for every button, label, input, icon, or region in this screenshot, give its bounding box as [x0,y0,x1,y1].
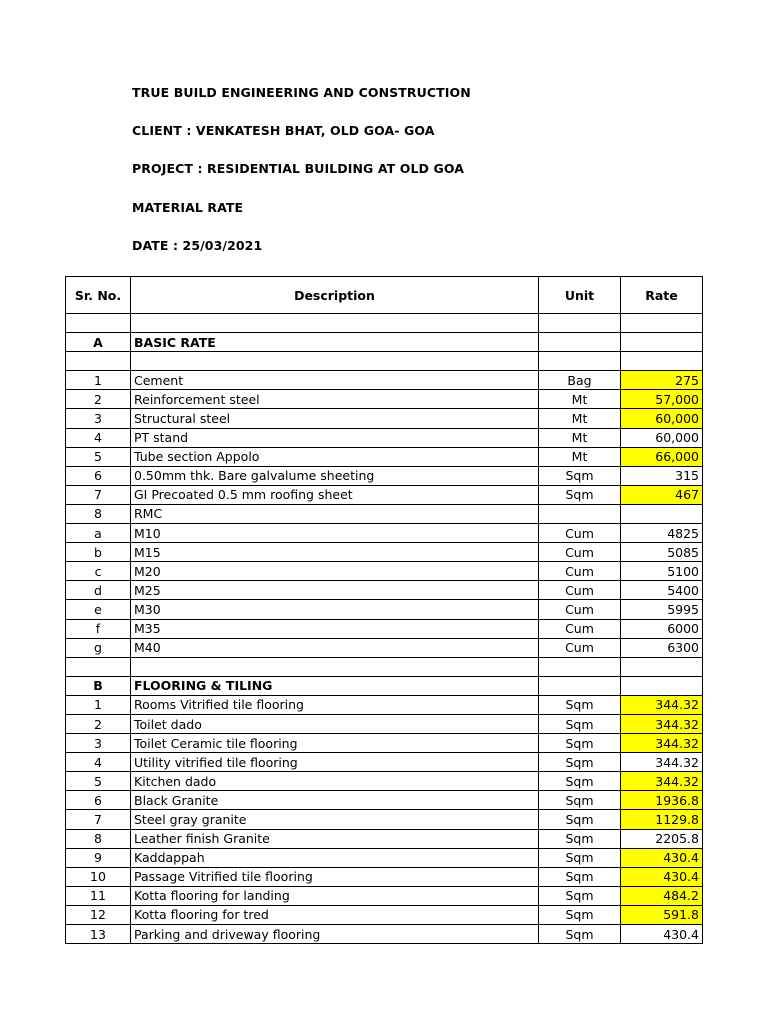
rate-cell: 344.32 [621,734,703,753]
sr-no-cell: 6 [66,466,131,485]
unit-cell: Mt [539,447,621,466]
unit-cell: Mt [539,390,621,409]
sr-no-cell [66,657,131,676]
column-header-rate: Rate [621,277,703,314]
description-cell: M10 [131,524,539,543]
rate-cell: 5400 [621,581,703,600]
rate-cell: 5100 [621,562,703,581]
description-cell [131,314,539,333]
unit-cell: Sqm [539,925,621,944]
rate-cell: 6300 [621,638,703,657]
description-cell: Toilet dado [131,714,539,733]
sr-no-cell: 7 [66,810,131,829]
description-cell: 0.50mm thk. Bare galvalume sheeting [131,466,539,485]
unit-cell: Sqm [539,466,621,485]
sr-no-cell: 8 [66,504,131,523]
table-row [66,352,703,371]
unit-cell: Sqm [539,695,621,714]
description-cell: Tube section Appolo [131,447,539,466]
unit-cell: Sqm [539,714,621,733]
table-row [66,791,703,810]
description-cell: Kaddappah [131,848,539,867]
rate-cell: 467 [621,485,703,504]
unit-cell [539,352,621,371]
description-cell: Kotta flooring for landing [131,886,539,905]
sr-no-cell: g [66,638,131,657]
sr-no-cell: b [66,543,131,562]
sr-no-cell: a [66,524,131,543]
table-row [66,524,703,543]
rate-cell: 66,000 [621,447,703,466]
unit-cell: Sqm [539,848,621,867]
rate-cell: 344.32 [621,772,703,791]
sr-no-cell: 6 [66,791,131,810]
section-row [66,676,703,695]
column-header-unit: Unit [539,277,621,314]
date-line: DATE : 25/03/2021 [132,238,263,253]
table-row [66,753,703,772]
rate-cell: 4825 [621,524,703,543]
document-title: MATERIAL RATE [132,200,244,215]
column-header-sr-no: Sr. No. [66,277,131,314]
rate-cell: 5085 [621,543,703,562]
unit-cell: Sqm [539,485,621,504]
table-row [66,428,703,447]
sr-no-cell [66,314,131,333]
description-cell [131,657,539,676]
sr-no-cell: 9 [66,848,131,867]
description-cell: M25 [131,581,539,600]
table-row [66,371,703,390]
unit-cell: Sqm [539,905,621,924]
description-cell: Steel gray granite [131,810,539,829]
unit-cell [539,657,621,676]
table-row [66,543,703,562]
table-row [66,657,703,676]
column-header-description: Description [131,277,539,314]
sr-no-cell: 1 [66,695,131,714]
unit-cell: Sqm [539,772,621,791]
unit-cell: Bag [539,371,621,390]
description-cell: Cement [131,371,539,390]
sr-no-cell: 5 [66,447,131,466]
rate-cell [621,504,703,523]
table-header-row [66,277,703,314]
description-cell: M15 [131,543,539,562]
description-cell: Passage Vitrified tile flooring [131,867,539,886]
description-cell: M40 [131,638,539,657]
table-row [66,734,703,753]
rate-cell: 430.4 [621,848,703,867]
description-cell: Kitchen dado [131,772,539,791]
table-row [66,600,703,619]
sr-no-cell: 7 [66,485,131,504]
description-cell: Parking and driveway flooring [131,925,539,944]
unit-cell: Cum [539,524,621,543]
description-cell: Structural steel [131,409,539,428]
rate-cell: 344.32 [621,753,703,772]
sr-no-cell: 8 [66,829,131,848]
unit-cell: Sqm [539,791,621,810]
unit-cell [539,333,621,352]
rate-cell [621,352,703,371]
description-cell: M30 [131,600,539,619]
rate-cell: 275 [621,371,703,390]
sr-no-cell: 13 [66,925,131,944]
sr-no-cell: 3 [66,734,131,753]
table-row [66,905,703,924]
table-row [66,848,703,867]
description-cell: Toilet Ceramic tile flooring [131,734,539,753]
sr-no-cell: 1 [66,371,131,390]
sr-no-cell: 5 [66,772,131,791]
material-rate-table [65,276,703,944]
description-cell: FLOORING & TILING [131,676,539,695]
rate-cell: 315 [621,466,703,485]
rate-cell [621,657,703,676]
unit-cell: Cum [539,543,621,562]
description-cell: RMC [131,504,539,523]
description-cell: M20 [131,562,539,581]
unit-cell: Cum [539,581,621,600]
sr-no-cell: 10 [66,867,131,886]
table-row [66,409,703,428]
sr-no-cell: 4 [66,753,131,772]
unit-cell: Sqm [539,734,621,753]
unit-cell: Mt [539,409,621,428]
rate-cell: 430.4 [621,925,703,944]
description-cell: Reinforcement steel [131,390,539,409]
table-row [66,714,703,733]
table-row [66,810,703,829]
rate-cell: 430.4 [621,867,703,886]
rate-cell [621,676,703,695]
table-row [66,925,703,944]
sr-no-cell [66,352,131,371]
unit-cell [539,314,621,333]
rate-cell: 60,000 [621,428,703,447]
sr-no-cell: 12 [66,905,131,924]
rate-cell: 484.2 [621,886,703,905]
table-row [66,829,703,848]
description-cell: M35 [131,619,539,638]
rate-cell: 1129.8 [621,810,703,829]
table-row [66,562,703,581]
table-row [66,504,703,523]
rate-cell: 344.32 [621,714,703,733]
unit-cell: Cum [539,638,621,657]
table-row [66,581,703,600]
sr-no-cell: 11 [66,886,131,905]
unit-cell: Cum [539,562,621,581]
table-row [66,638,703,657]
rate-cell: 344.32 [621,695,703,714]
sr-no-cell: f [66,619,131,638]
description-cell: Utility vitrified tile flooring [131,753,539,772]
table-row [66,390,703,409]
description-cell [131,352,539,371]
sr-no-cell: d [66,581,131,600]
unit-cell: Sqm [539,829,621,848]
unit-cell: Sqm [539,867,621,886]
description-cell: GI Precoated 0.5 mm roofing sheet [131,485,539,504]
table-row [66,314,703,333]
unit-cell: Cum [539,600,621,619]
rate-cell: 2205.8 [621,829,703,848]
unit-cell: Sqm [539,753,621,772]
sr-no-cell: c [66,562,131,581]
unit-cell: Mt [539,428,621,447]
rate-cell [621,314,703,333]
table-row [66,466,703,485]
description-cell: Rooms Vitrified tile flooring [131,695,539,714]
table-row [66,485,703,504]
company-name: TRUE BUILD ENGINEERING AND CONSTRUCTION [132,85,471,100]
rate-cell: 591.8 [621,905,703,924]
rate-cell: 57,000 [621,390,703,409]
sr-no-cell: A [66,333,131,352]
table-row [66,886,703,905]
table-row [66,619,703,638]
project-line: PROJECT : RESIDENTIAL BUILDING AT OLD GOA [132,161,464,176]
description-cell: Kotta flooring for tred [131,905,539,924]
table-row [66,695,703,714]
client-line: CLIENT : VENKATESH BHAT, OLD GOA- GOA [132,123,435,138]
unit-cell: Cum [539,619,621,638]
table-row [66,772,703,791]
sr-no-cell: B [66,676,131,695]
unit-cell [539,504,621,523]
unit-cell: Sqm [539,810,621,829]
unit-cell [539,676,621,695]
description-cell: Leather finish Granite [131,829,539,848]
section-row [66,333,703,352]
description-cell: Black Granite [131,791,539,810]
table-row [66,447,703,466]
rate-cell: 1936.8 [621,791,703,810]
sr-no-cell: 2 [66,714,131,733]
unit-cell: Sqm [539,886,621,905]
sr-no-cell: 3 [66,409,131,428]
table-body [66,314,703,944]
description-cell: PT stand [131,428,539,447]
sr-no-cell: e [66,600,131,619]
description-cell: BASIC RATE [131,333,539,352]
rate-cell [621,333,703,352]
rate-cell: 6000 [621,619,703,638]
table-row [66,867,703,886]
rate-cell: 5995 [621,600,703,619]
sr-no-cell: 2 [66,390,131,409]
sr-no-cell: 4 [66,428,131,447]
rate-cell: 60,000 [621,409,703,428]
